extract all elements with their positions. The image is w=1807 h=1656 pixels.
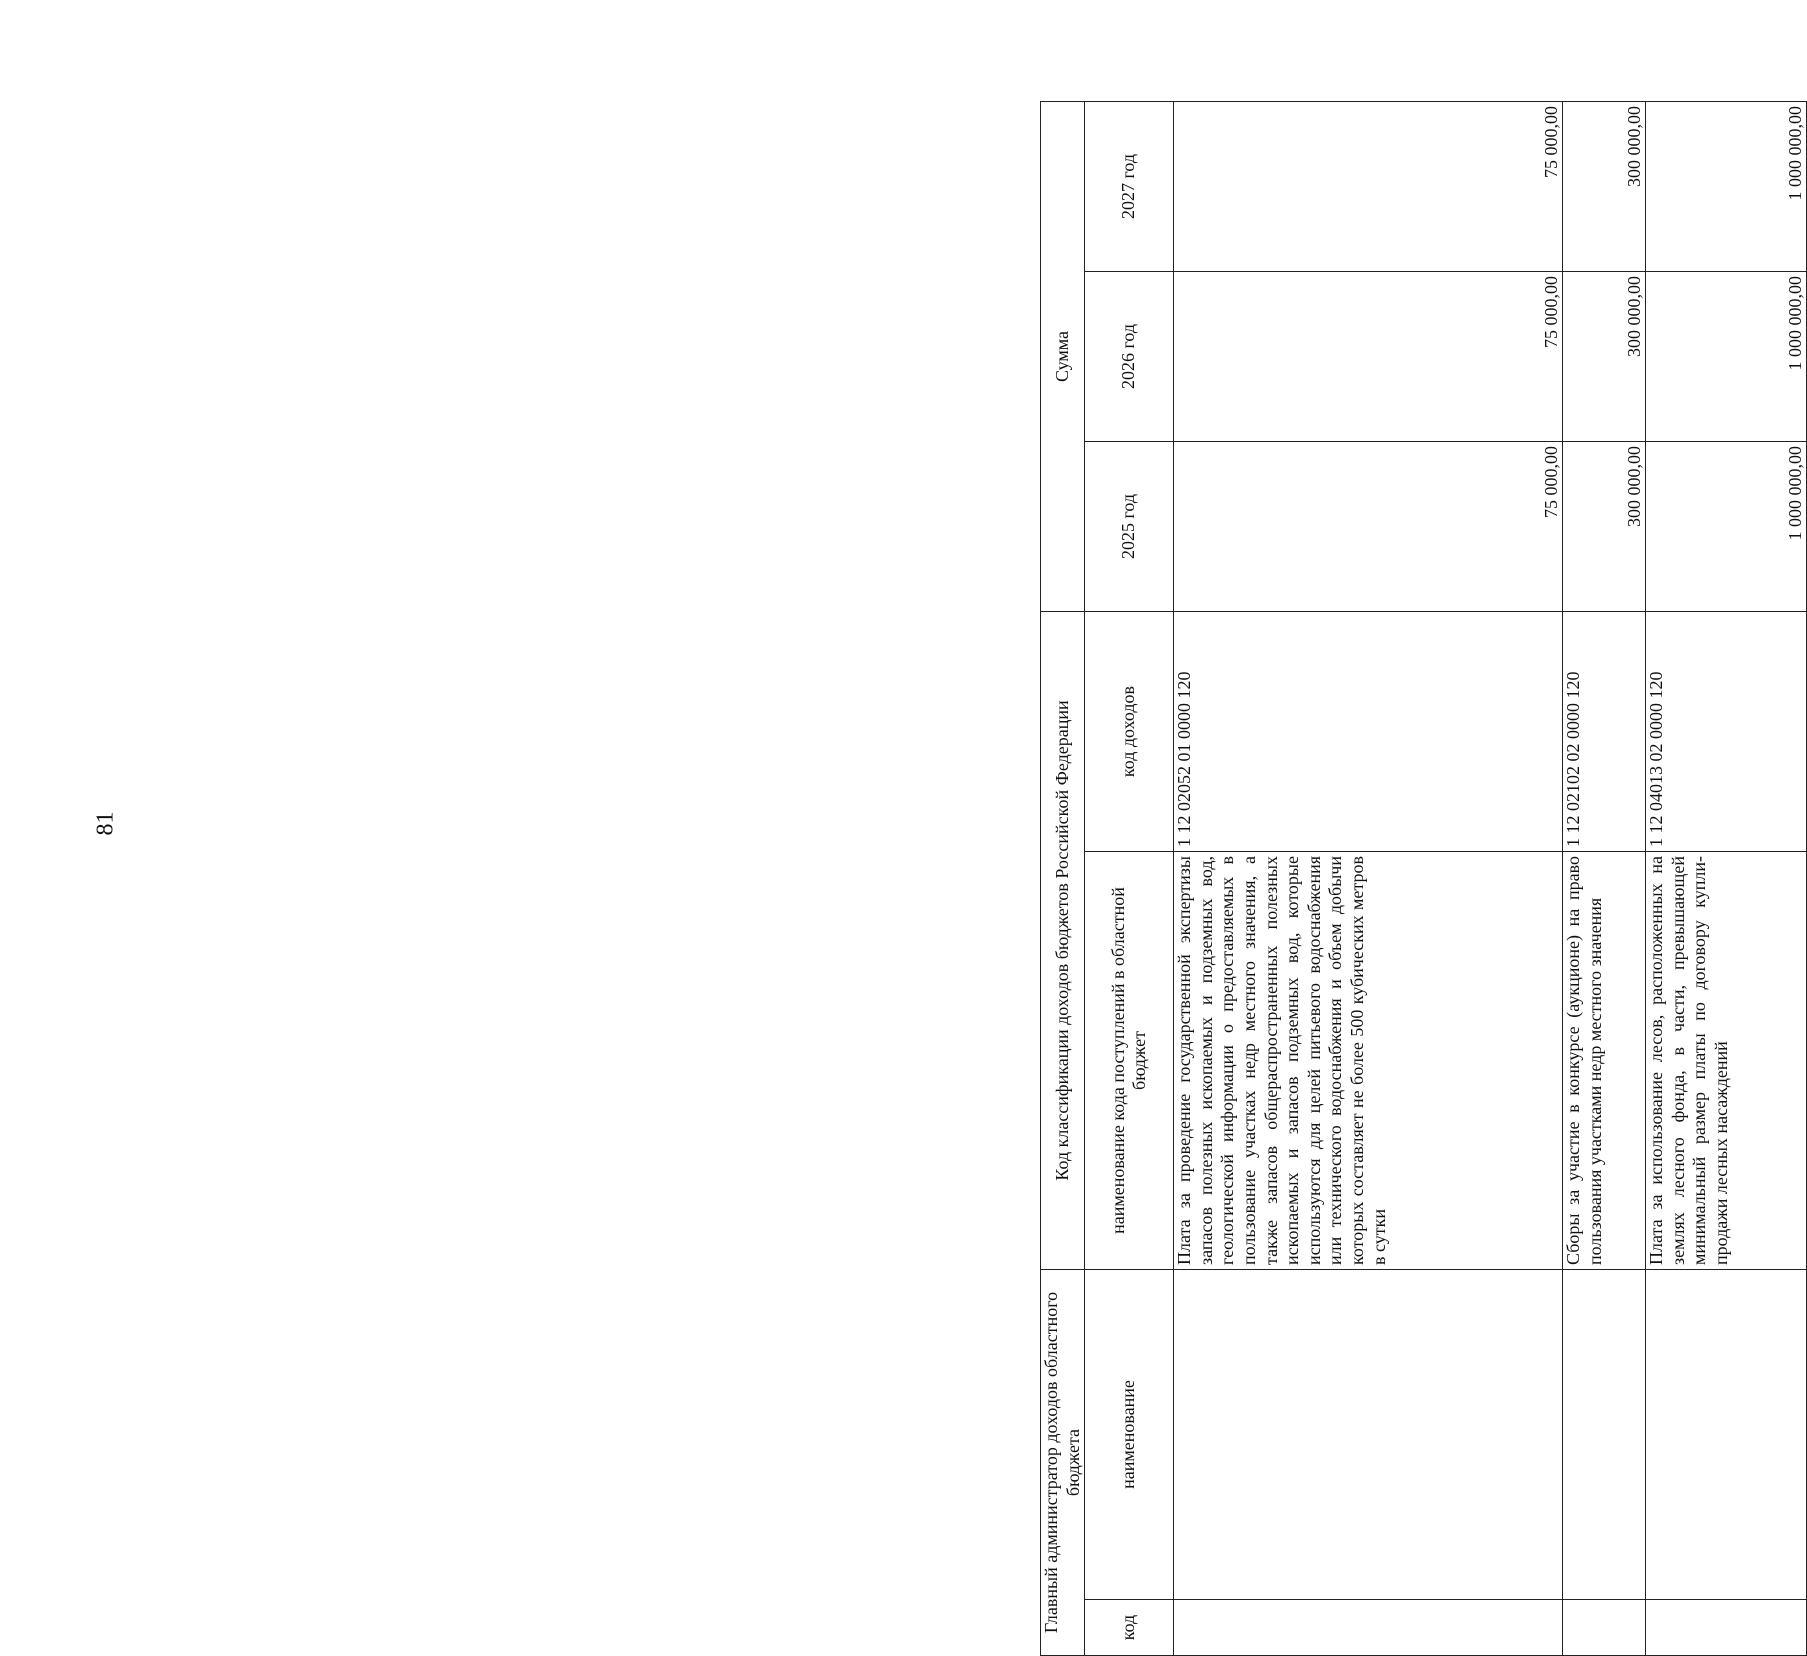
table-row xyxy=(1646,101,1807,1655)
cell-amount-2026: 1 000 000,00 xyxy=(1646,272,1807,442)
cell-income-name: Плата за проведение государственной экспертизы запасов полезных ископаемых и подземных вод, геологической информации о предоставляемых в пользование участках недр местного значения, а также запасов общераспространенных полезных ископаемых и запасов подземных вод, которые используются для целей питьевого водоснабжения или технического водоснабжения и объем добычи которых составляет не более 500 кубических метров в сутки xyxy=(1174,852,1563,1270)
header-col-2027: 2027 год xyxy=(1085,101,1174,271)
header-code-group: Код классификации доходов бюджетов Российской Федерации xyxy=(1041,612,1085,1270)
cell-amount-2025: 300 000,00 xyxy=(1563,442,1646,612)
cell-kod xyxy=(1646,1600,1807,1656)
cell-kod xyxy=(1174,1600,1563,1656)
header-col-2026: 2026 год xyxy=(1085,272,1174,442)
cell-income-code: 1 12 02052 01 0000 120 xyxy=(1174,612,1563,852)
header-row-columns xyxy=(1085,101,1174,1655)
cell-amount-2025: 75 000,00 xyxy=(1174,442,1563,612)
header-sum-group: Сумма xyxy=(1041,101,1085,611)
cell-admin-name xyxy=(1563,1270,1646,1600)
header-col-2025: 2025 год xyxy=(1085,442,1174,612)
header-col-admin-name: наименование xyxy=(1085,1270,1174,1600)
cell-income-code: 1 12 04013 02 0000 120 xyxy=(1646,612,1807,852)
cell-income-code: 1 12 02102 02 0000 120 xyxy=(1563,612,1646,852)
header-col-income-name: наименование кода поступлений в областной бюджет xyxy=(1085,852,1174,1270)
page-number: 81 xyxy=(92,811,119,836)
header-col-kod: код xyxy=(1085,1600,1174,1656)
cell-admin-name xyxy=(1174,1270,1563,1600)
cell-income-name: Плата за использование лесов, расположенных на землях лесного фонда, в части, превышающей минимальный размер платы по договору купли-продажи лесных насаждений xyxy=(1646,852,1807,1270)
income-classification-table xyxy=(1040,101,1807,1656)
table-row xyxy=(1563,101,1646,1655)
header-row-groups xyxy=(1041,101,1085,1655)
cell-amount-2027: 300 000,00 xyxy=(1563,101,1646,271)
cell-income-name: Сборы за участие в конкурсе (аукционе) на право пользования участками недр местного значения xyxy=(1563,852,1646,1270)
cell-amount-2025: 1 000 000,00 xyxy=(1646,442,1807,612)
table-row xyxy=(1174,101,1563,1655)
cell-amount-2027: 75 000,00 xyxy=(1174,101,1563,271)
header-col-income-code: код доходов xyxy=(1085,612,1174,852)
cell-admin-name xyxy=(1646,1270,1807,1600)
cell-amount-2026: 300 000,00 xyxy=(1563,272,1646,442)
cell-amount-2026: 75 000,00 xyxy=(1174,272,1563,442)
cell-amount-2027: 1 000 000,00 xyxy=(1646,101,1807,271)
header-admin-group: Главный администратор доходов областного бюджета xyxy=(1041,1270,1085,1656)
cell-kod xyxy=(1563,1600,1646,1656)
